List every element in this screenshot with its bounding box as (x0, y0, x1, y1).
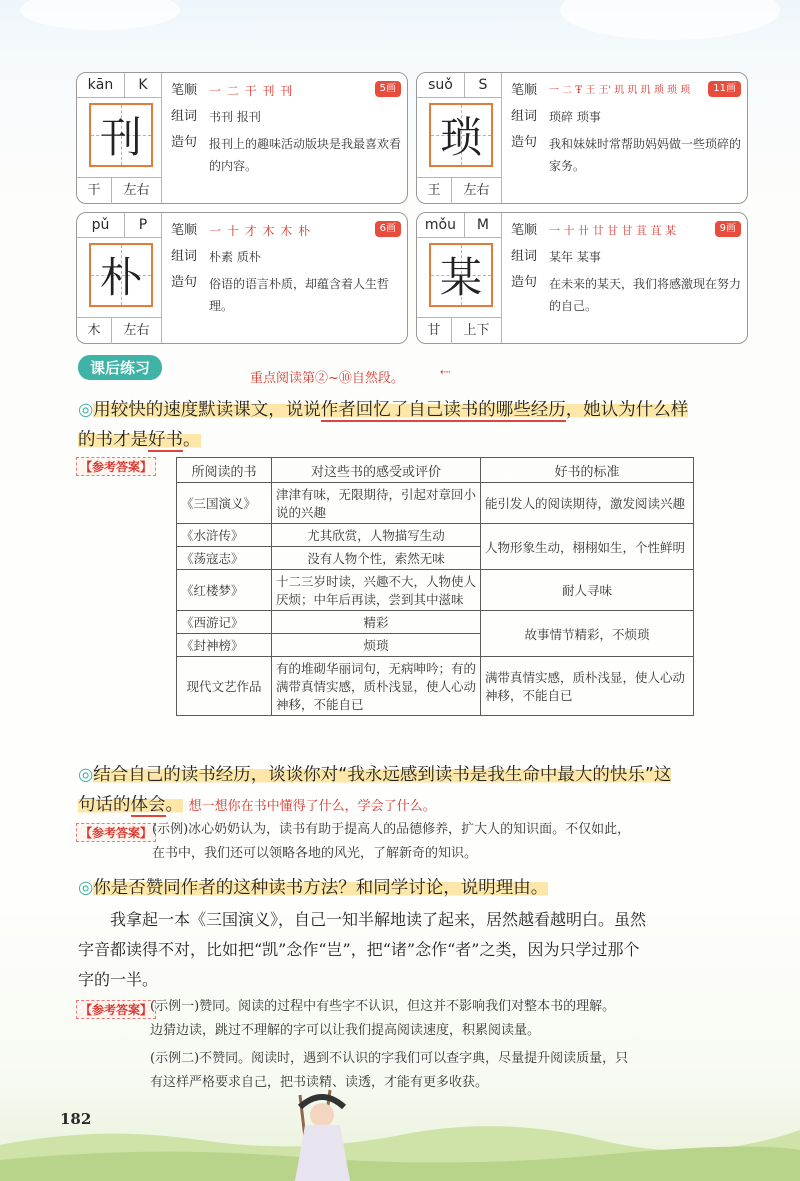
reading-table (176, 457, 694, 716)
feeling-cell: 精彩 (272, 611, 481, 634)
index-letter: K (138, 77, 148, 93)
standard-cell: 人物形象生动，栩栩如生，个性鲜明 (481, 524, 694, 570)
radical: 王 (417, 178, 452, 204)
circle-bullet-icon: ◎ (78, 878, 94, 898)
book-cell: 《水浒传》 (177, 524, 272, 547)
standard-cell: 故事情节精彩，不烦琐 (481, 611, 694, 657)
q1-text-c: ，她认为什么样 (565, 400, 689, 420)
stroke-order-label: 笔顺 (511, 223, 538, 238)
book-cell: 《封神榜》 (177, 634, 272, 657)
words: 某年 某事 (549, 250, 601, 264)
grass-decoration (0, 1085, 800, 1181)
stroke-count-badge: 11画 (708, 81, 741, 97)
stroke-order-label: 笔顺 (171, 223, 198, 238)
structure: 左右 (463, 183, 490, 198)
book-cell: 《荡寇志》 (177, 547, 272, 570)
index-letter: S (478, 77, 488, 93)
book-cell: 《红楼梦》 (177, 570, 272, 611)
words: 书刊 报刊 (209, 110, 261, 124)
answer-line: (示例)冰心奶奶认为，读书有助于提高人的品德修养，扩大人的知识面。不仅如此， (152, 822, 631, 837)
passage-line: 我拿起一本《三国演义》，自己一知半解地读了起来，居然越看越明白。虽然 (110, 910, 647, 929)
q1-text-d: 的书才是 (78, 430, 148, 450)
q2-text-b: 句话的 (78, 795, 131, 815)
quoted-passage (78, 905, 768, 995)
book-cell: 现代文艺作品 (177, 657, 272, 716)
tian-grid (89, 103, 153, 167)
stroke-order: 一 二 Ŧ 王 王' 玑 玑 玑 琐 琐 琐 (549, 85, 691, 96)
girl-figure-icon (310, 1103, 334, 1127)
answer-line: (示例二)不赞同。阅读时，遇到不认识的字我们可以查字典，尽量提升阅读质量，只 (150, 1051, 629, 1066)
words-label: 组词 (511, 109, 538, 124)
exercise-tag: 课后练习 (78, 355, 162, 380)
book-cell: 《西游记》 (177, 611, 272, 634)
tian-grid (429, 103, 493, 167)
book-cell: 《三国演义》 (177, 483, 272, 524)
char-card-kan (76, 72, 408, 204)
radical: 甘 (417, 318, 452, 344)
stroke-order: 一 十 才 木 木 朴 (209, 224, 312, 238)
words-label: 组词 (171, 249, 198, 264)
stroke-order: 一 十 卄 廿 甘 甘 苴 苴 某 (549, 224, 676, 237)
cloud-decoration (20, 0, 180, 30)
page-number: 182 (60, 1110, 92, 1128)
pinyin: mǒu (417, 213, 465, 237)
feeling-cell: 没有人物个性，索然无味 (272, 547, 481, 570)
pinyin: suǒ (417, 73, 465, 97)
tian-grid (429, 243, 493, 307)
sentence: 俗语的语言朴质，却蕴含着人生哲理。 (209, 277, 390, 313)
feeling-cell: 有的堆砌华丽词句，无病呻吟；有的满带真情实感，质朴浅显，使人心动神移，不能自已 (272, 657, 481, 716)
q1-keyphrase: 作者回忆了自己读书的哪些经历 (320, 400, 566, 420)
character: 某 (439, 253, 482, 302)
answer-line: 边猜边读，跳过不理解的字可以让我们提高阅读速度，积累阅读量。 (150, 1023, 541, 1038)
answer-label: 【参考答案】 (76, 823, 156, 842)
index-letter: P (138, 217, 148, 233)
hint-note: 想一想你在书中懂得了什么，学会了什么。 (188, 799, 436, 814)
standard-cell: 满带真情实感，质朴浅显，使人心动神移，不能自已 (481, 657, 694, 716)
sentence-label: 造句 (171, 275, 198, 290)
stroke-order: 一 二 干 刊 刊 (209, 84, 294, 98)
radical: 干 (77, 178, 112, 204)
q1-text-a: 用较快的速度默读课文，说说 (93, 400, 321, 420)
q1-keyword: 好书 (148, 430, 183, 450)
structure: 左右 (123, 323, 150, 338)
standard-cell: 耐人寻味 (481, 570, 694, 611)
words: 朴素 质朴 (209, 250, 261, 264)
radical: 木 (77, 318, 112, 344)
table-row (177, 657, 694, 716)
char-card-pu (76, 212, 408, 344)
question-1 (78, 395, 758, 455)
pinyin-box (77, 213, 161, 238)
sentence: 在未来的某天，我们将感激现在努力的自己。 (549, 277, 742, 313)
answer-label: 【参考答案】 (76, 1000, 156, 1019)
words: 琐碎 琐事 (549, 110, 601, 124)
circle-bullet-icon: ◎ (78, 765, 94, 785)
words-label: 组词 (171, 109, 198, 124)
sentence: 报刊上的趣味活动版块是我最喜欢看的内容。 (209, 137, 402, 173)
q1-text-f: 。 (183, 430, 201, 450)
reading-note: 重点阅读第②~⑩自然段。 (250, 371, 404, 386)
answer-2 (152, 818, 772, 866)
q2-text-a: 结合自己的读书经历，谈谈你对“我永远感到读书是我生命中最大的快乐”这 (93, 765, 672, 785)
char-card-mou (416, 212, 748, 344)
q2-text-d: 。 (165, 795, 183, 815)
sentence-label: 造句 (171, 135, 198, 150)
tian-grid (89, 243, 153, 307)
character: 刊 (99, 113, 142, 162)
character: 朴 (99, 253, 142, 302)
question-3 (78, 873, 768, 903)
table-row (177, 611, 694, 634)
q3-text: 你是否赞同作者的这种读书方法？和同学讨论，说明理由。 (93, 878, 549, 898)
answer-line: 在书中，我们还可以领略各地的风光，了解新奇的知识。 (152, 846, 478, 861)
table-header: 所阅读的书 (177, 458, 272, 483)
feeling-cell: 津津有味，无限期待，引起对章回小说的兴趣 (272, 483, 481, 524)
table-header: 对这些书的感受或评价 (272, 458, 481, 483)
answer-line: 有这样严格要求自己，把书读精、读透，才能有更多收获。 (150, 1075, 489, 1090)
feeling-cell: 尤其欣赏，人物描写生动 (272, 524, 481, 547)
passage-line: 字音都读得不对，比如把“凯”念作“岂”，把“诸”念作“者”之类，因为只学过那个 (78, 940, 640, 959)
feeling-cell: 十二三岁时读，兴趣不大，人物使人厌烦；中年后再读，尝到其中滋味 (272, 570, 481, 611)
char-card-suo (416, 72, 748, 204)
stroke-order-label: 笔顺 (511, 83, 538, 98)
passage-line: 字的一半。 (78, 970, 159, 989)
q2-keyword: 体会 (130, 795, 166, 815)
sentence-label: 造句 (511, 135, 538, 150)
stroke-count-badge: 9画 (715, 221, 741, 237)
table-row (177, 483, 694, 524)
table-row (177, 570, 694, 611)
structure: 上下 (463, 323, 490, 338)
stroke-order-label: 笔顺 (171, 83, 198, 98)
pinyin: pǔ (77, 213, 125, 237)
index-letter: M (476, 217, 489, 233)
pinyin-box (77, 73, 161, 98)
sentence-label: 造句 (511, 275, 538, 290)
pinyin-box (417, 73, 501, 98)
cloud-decoration (560, 0, 780, 40)
sentence: 我和妹妹时常帮助妈妈做一些琐碎的家务。 (549, 137, 742, 173)
question-2 (78, 760, 768, 822)
table-row (177, 524, 694, 547)
standard-cell: 能引发人的阅读期待，激发阅读兴趣 (481, 483, 694, 524)
pinyin-box (417, 213, 501, 238)
stroke-count-badge: 5画 (375, 81, 401, 97)
answer-line: (示例一)赞同。阅读的过程中有些字不认识，但这并不影响我们对整本书的理解。 (150, 999, 616, 1014)
arrow-icon: ⇠ (440, 365, 451, 380)
answer-3 (150, 995, 770, 1095)
feeling-cell: 烦琐 (272, 634, 481, 657)
answer-label: 【参考答案】 (76, 457, 156, 476)
table-header: 好书的标准 (481, 458, 694, 483)
pinyin: kān (77, 73, 125, 97)
structure: 左右 (123, 183, 150, 198)
stroke-count-badge: 6画 (375, 221, 401, 237)
character: 琐 (439, 113, 482, 162)
words-label: 组词 (511, 249, 538, 264)
circle-bullet-icon: ◎ (78, 400, 94, 420)
